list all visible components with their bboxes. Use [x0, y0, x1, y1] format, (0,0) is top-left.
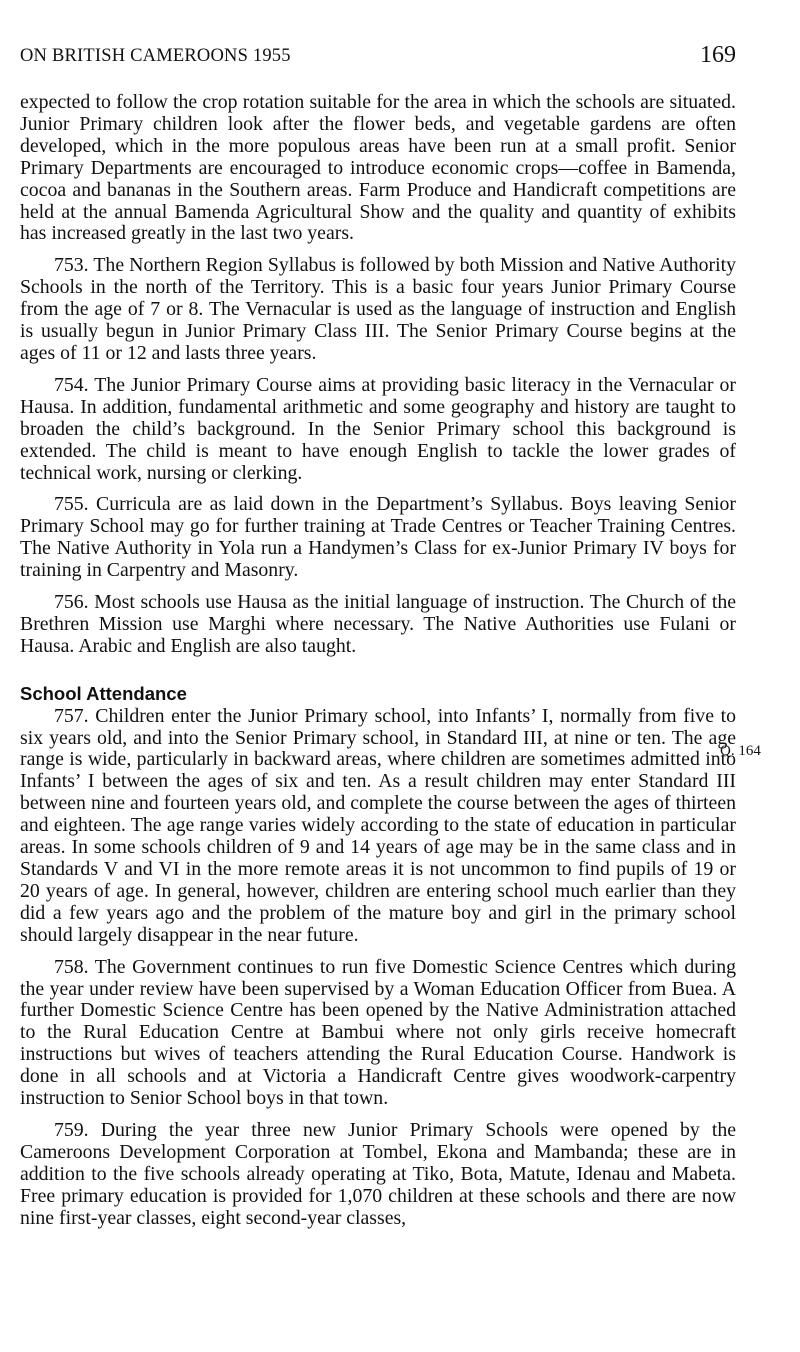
section-heading-school-attendance: School Attendance [20, 682, 187, 704]
paragraph-753: 753. The Northern Region Syllabus is followed by both Mission and Native Authority Schools in the north of the Territory. This is a basic four years Junior Primary Course from the age of 7 or 8. The Vernacular is used as the language of instruction and English is usually begun in Junior Primary Class III. The Senior Primary Course begins at the ages of 11 or 12 and lasts three years. [20, 254, 736, 364]
body-text [20, 92, 736, 1230]
page-number: 169 [700, 42, 736, 68]
running-title: ON BRITISH CAMEROONS 1955 [20, 46, 291, 66]
paragraph-757: 757. Children enter the Junior Primary school, into Infants’ I, normally from five to six years old, and into the Senior Primary school, in Standard III, at nine or ten. The age range is wide, particularly in backward areas, where children are sometimes admitted into Infants’ I between the ages of six and ten. As a result children may enter Standard III between nine and fourteen years old, and complete the course between the ages of thirteen and eighteen. The age range varies widely according to the state of education in particular areas. In some schools children of 9 and 14 years of age may be in the same class and in Standards V and VI in the more remote areas it is not uncommon to find pupils of 19 or 20 years of age. In general, however, children are entering school much earlier than they did a few years ago and the problem of the mature boy and girl in the primary school should largely disappear in the near future. [20, 704, 736, 946]
page-header [20, 34, 736, 82]
margin-reference-note: Q. 164 [720, 743, 761, 759]
paragraph-754: 754. The Junior Primary Course aims at providing basic literacy in the Vernacular or Hausa. In addition, fundamental arithmetic and some geography and history are taught to broaden the child’s background. In the Senior Primary school this background is extended. The child is meant to have enough English to tackle the lower grades of technical work, nursing or clerking. [20, 373, 736, 484]
paragraph-756: 756. Most schools use Hausa as the initial language of instruction. The Church of the Brethren Mission use Marghi where necessary. The Native Authorities use Fulani or Hausa. Arabic and English are also taught. [20, 591, 736, 657]
paragraph-759: 759. During the year three new Junior Primary Schools were opened by the Cameroons Development Corporation at Tombel, Ekona and Mambanda; these are in addition to the five schools already operating at Tiko, Bota, Matute, Idenau and Mabeta. Free primary education is provided for 1,070 children at these schools and there are now nine first-year classes, eight second-year classes, [20, 1118, 736, 1229]
paragraph-continued: expected to follow the crop rotation suitable for the area in which the schools are situated. Junior Primary children look after the flower beds, and vegetable gardens are often developed, which in the more populous areas have been run at a small profit. Senior Primary Departments are encouraged to introduce economic crops—coffee in Bamenda, cocoa and bananas in the Southern areas. Farm Produce and Handicraft competitions are held at the annual Bamenda Agricultural Show and the quality and quantity of exhibits has increased greatly in the last two years. [20, 91, 736, 245]
paragraph-758: 758. The Government continues to run five Domestic Science Centres which during the year under review have been supervised by a Woman Education Officer from Buea. A further Domestic Science Centre has been opened by the Native Administration attached to the Rural Education Centre at Bambui where not only girls receive homecraft instructions but wives of teachers attending the Rural Education Course. Handwork is done in all schools and at Victoria a Handicraft Centre gives woodwork-carpentry instruction to Senior School boys in that town. [20, 955, 736, 1110]
paragraph-755: 755. Curricula are as laid down in the Department’s Syllabus. Boys leaving Senior Primary School may go for further training at Trade Centres or Teacher Training Centres. The Native Authority in Yola run a Handymen’s Class for ex-Junior Primary IV boys for training in Carpentry and Masonry. [20, 493, 736, 582]
